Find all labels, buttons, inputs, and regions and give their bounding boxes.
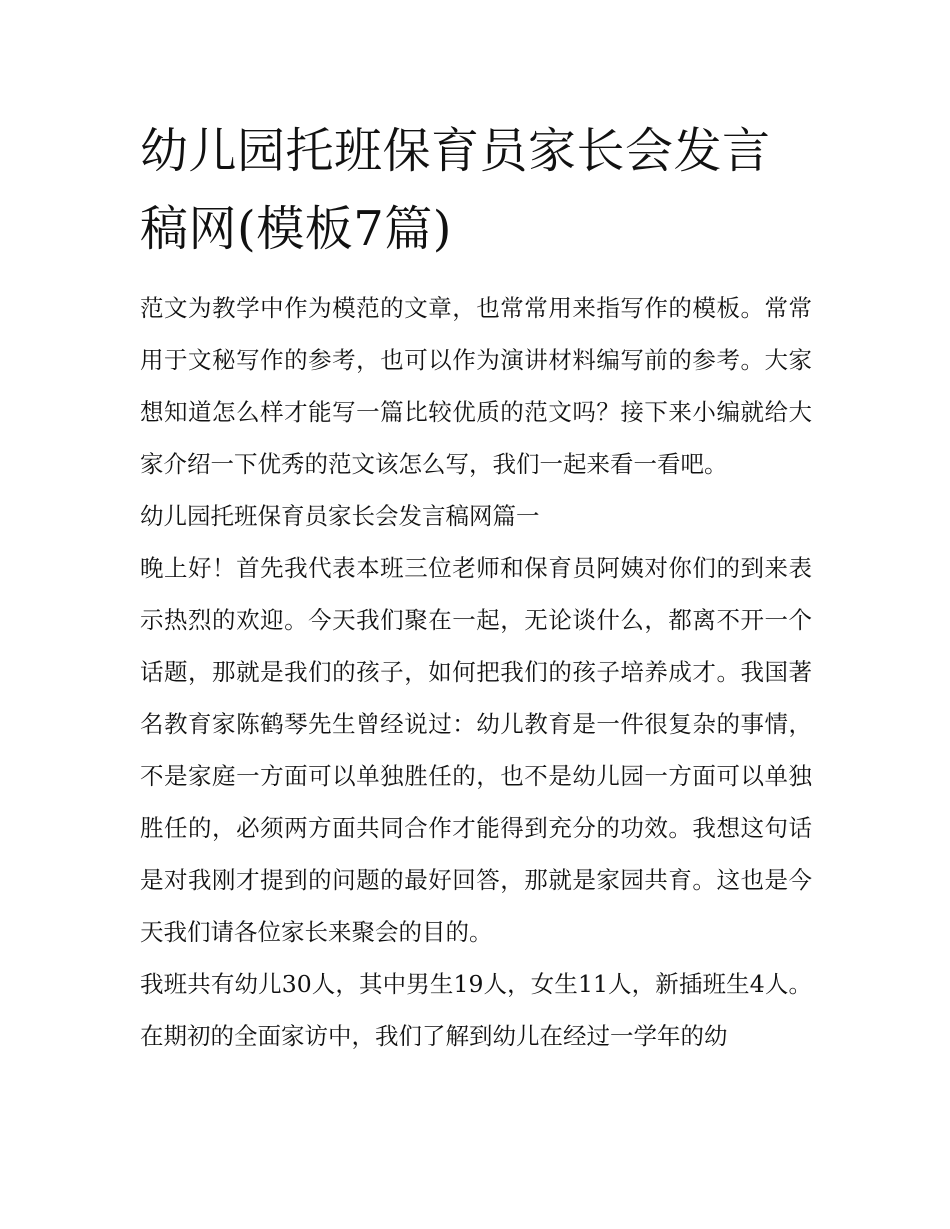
body-paragraph-2: 我班共有幼儿30人，其中男生19人，女生11人，新插班生4人。在期初的全面家访中，我们了解到幼儿在经过一学年的幼 (140, 970, 812, 1050)
intro-paragraph: 范文为教学中作为模范的文章，也常常用来指写作的模板。常常用于文秘写作的参考，也可以作为演讲材料编写前的参考。大家想知道怎么样才能写一篇比较优质的范文吗？接下来小编就给大家介绍一下优秀的范文该怎么写，我们一起来看一看吧。 (140, 294, 812, 478)
document-page (140, 112, 812, 1062)
body-paragraph-1: 晚上好！首先我代表本班三位老师和保育员阿姨对你们的到来表示热烈的欢迎。今天我们聚在一起，无论谈什么，都离不开一个话题，那就是我们的孩子，如何把我们的孩子培养成才。我国著名教育家陈鹤琴先生曾经说过：幼儿教育是一件很复杂的事情，不是家庭一方面可以单独胜任的，也不是幼儿园一方面可以单独胜任的，必须两方面共同合作才能得到充分的功效。我想这句话是对我刚才提到的问题的最好回答，那就是家园共育。这也是今天我们请各位家长来聚会的目的。 (140, 554, 812, 946)
document-title: 幼儿园托班保育员家长会发言稿网(模板7篇) (140, 123, 771, 257)
section-heading: 幼儿园托班保育员家长会发言稿网篇一 (140, 502, 540, 530)
